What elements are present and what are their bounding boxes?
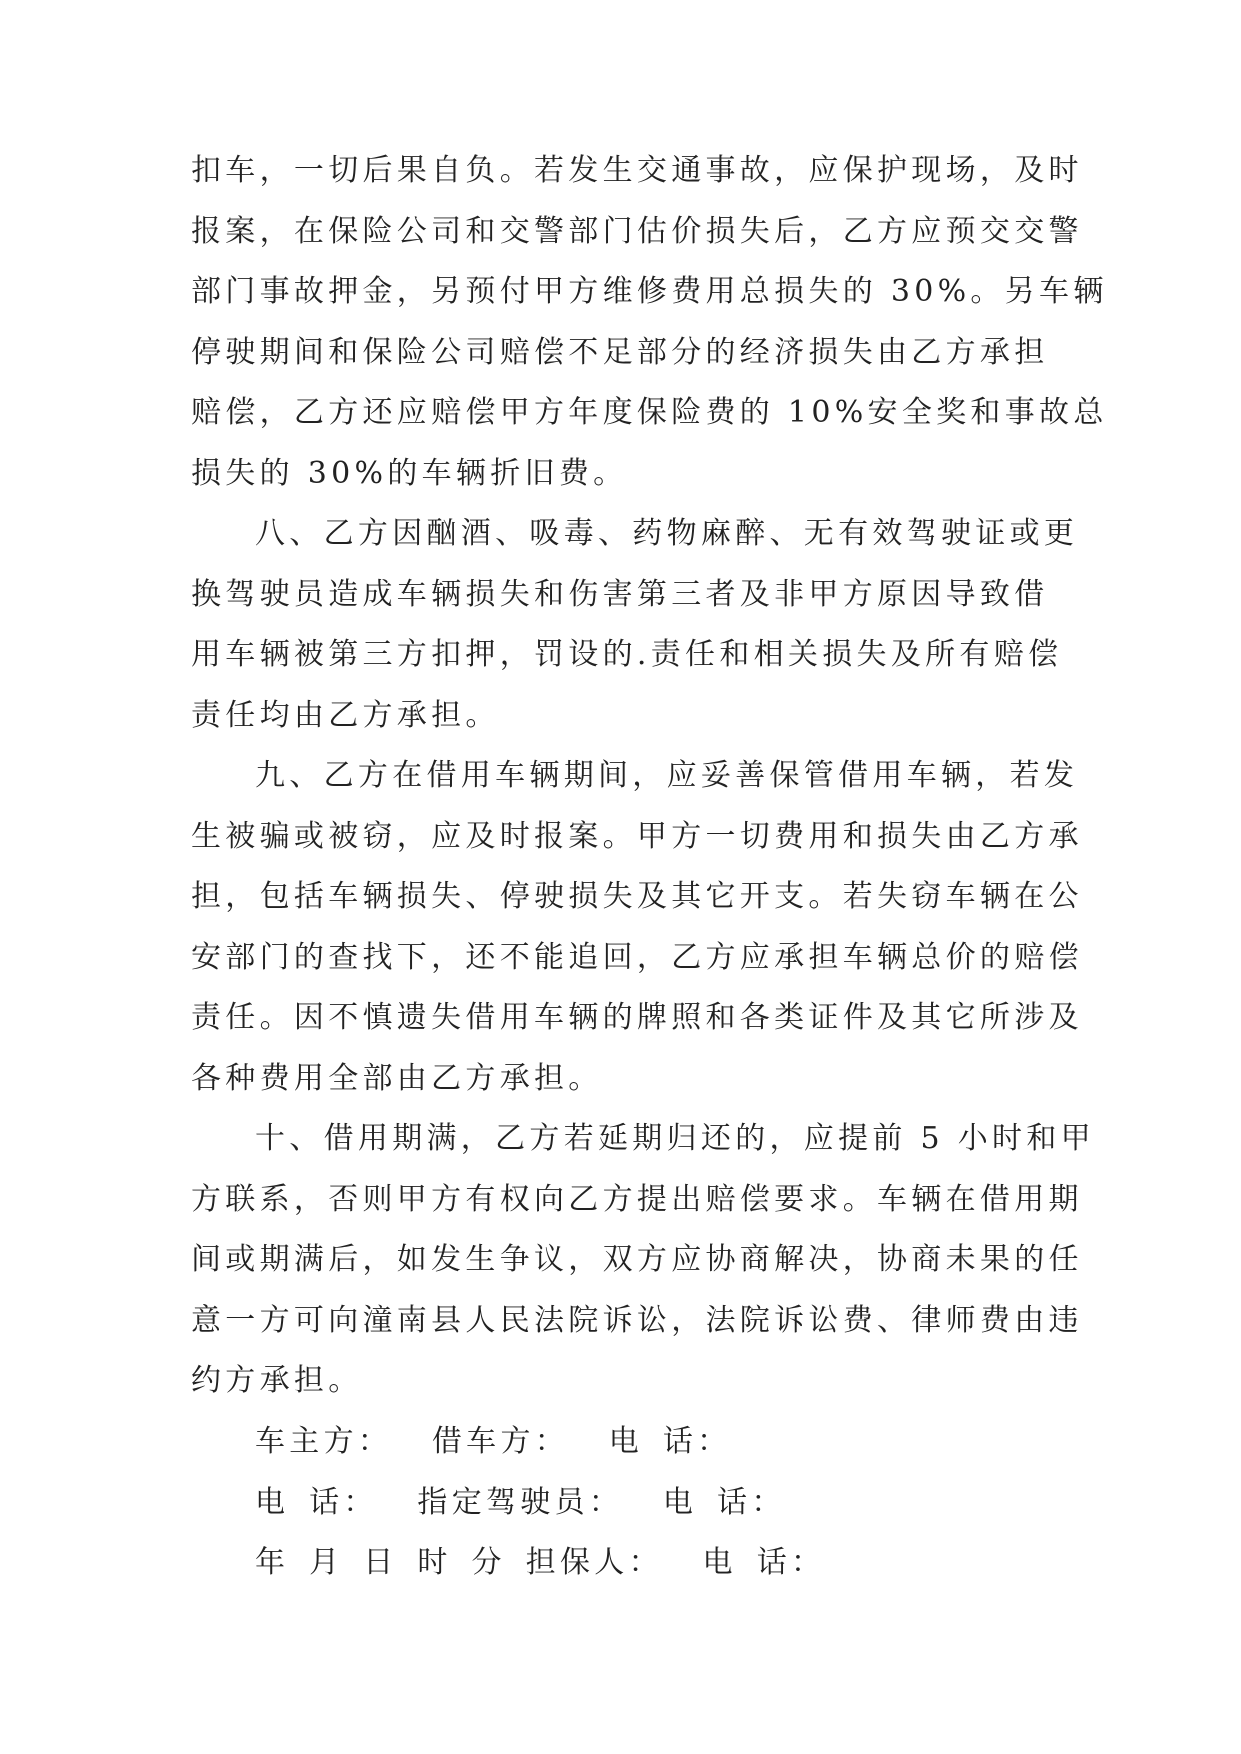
paragraph-line: 用车辆被第三方扣押，罚设的.责任和相关损失及所有赔偿 bbox=[191, 637, 1063, 672]
paragraph-line: 十、借用期满，乙方若延期归还的，应提前 5 小时和甲 bbox=[255, 1121, 1095, 1156]
signature-line-guarantor: 年 月 日 时 分 担保人： 电 话： bbox=[255, 1545, 826, 1580]
paragraph-line: 报案，在保险公司和交警部门估价损失后，乙方应预交交警 bbox=[191, 213, 1083, 249]
clause-7-continued bbox=[191, 141, 1108, 504]
paragraph-line: 八、乙方因酗酒、吸毒、药物麻醉、无有效驾驶证或更 bbox=[255, 516, 1079, 551]
paragraph-line: 赔偿，乙方还应赔偿甲方年度保险费的 10%安全奖和事故总 bbox=[191, 395, 1108, 430]
paragraph-line: 安部门的查找下，还不能追回，乙方应承担车辆总价的赔偿 bbox=[191, 939, 1083, 975]
paragraph-line: 责任。因不慎遗失借用车辆的牌照和各类证件及其它所涉及 bbox=[191, 1000, 1083, 1035]
paragraph-line: 部门事故押金，另预付甲方维修费用总损失的 30%。另车辆 bbox=[191, 274, 1108, 309]
paragraph-line: 约方承担。 bbox=[191, 1363, 363, 1398]
paragraph-line: 意一方可向潼南县人民法院诉讼，法院诉讼费、律师费由违 bbox=[191, 1302, 1083, 1338]
paragraph-line: 九、乙方在借用车辆期间，应妥善保管借用车辆，若发 bbox=[255, 758, 1079, 793]
paragraph-line: 生被骗或被窃，应及时报案。甲方一切费用和损失由乙方承 bbox=[191, 818, 1083, 854]
paragraph-line: 方联系，否则甲方有权向乙方提出赔偿要求。车辆在借用期 bbox=[191, 1181, 1083, 1217]
signature-line-driver: 电 话： 指定驾驶员： 电 话： bbox=[255, 1484, 786, 1520]
paragraph-line: 扣车，一切后果自负。若发生交通事故，应保护现场，及时 bbox=[191, 153, 1083, 188]
paragraph-line: 责任均由乙方承担。 bbox=[191, 697, 500, 733]
paragraph-line: 换驾驶员造成车辆损失和伤害第三者及非甲方原因导致借 bbox=[191, 576, 1049, 612]
clause-10 bbox=[191, 1109, 1095, 1412]
signature-line-owner: 车主方： 借车方： 电 话： bbox=[255, 1424, 732, 1459]
paragraph-line: 各种费用全部由乙方承担。 bbox=[191, 1060, 603, 1096]
paragraph-line: 间或期满后，如发生争议，双方应协商解决，协商未果的任 bbox=[191, 1242, 1083, 1277]
paragraph-line: 损失的 30%的车辆折旧费。 bbox=[191, 455, 628, 491]
paragraph-line: 停驶期间和保险公司赔偿不足部分的经济损失由乙方承担 bbox=[191, 334, 1049, 370]
clause-8 bbox=[191, 504, 1079, 746]
signature-block bbox=[191, 1412, 1051, 1594]
clause-9 bbox=[191, 746, 1083, 1109]
paragraph-line: 担，包括车辆损失、停驶损失及其它开支。若失窃车辆在公 bbox=[191, 879, 1083, 914]
